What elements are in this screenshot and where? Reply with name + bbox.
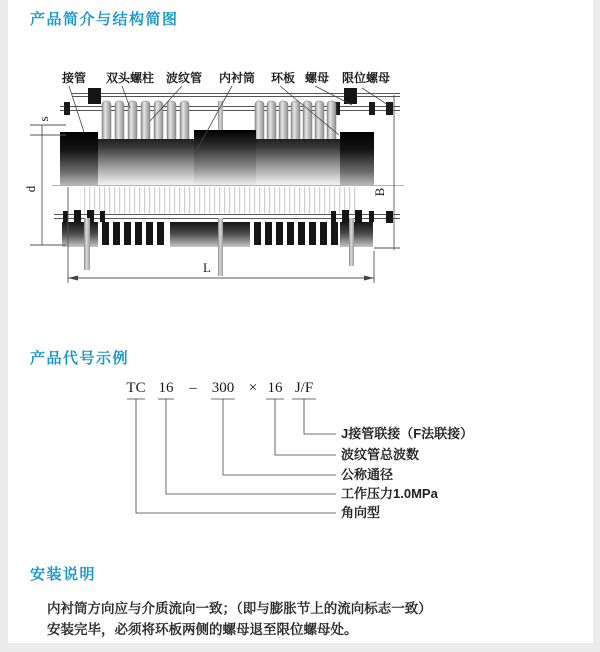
stud-lower-center: [218, 218, 223, 276]
product-code-diagram: [112, 370, 572, 530]
code-times-sign: ×: [248, 380, 258, 396]
code-part-pressure: 16: [158, 380, 174, 396]
pipe-end-left: [60, 132, 98, 185]
annotation-wave-count: 波纹管总波数: [341, 447, 420, 462]
code-part-waves: 16: [267, 380, 283, 396]
code-part-connection: J/F: [294, 380, 314, 396]
label-double-end-stud: 双头螺柱: [105, 71, 155, 85]
stud-lower-right: [349, 218, 354, 266]
nut-back-left: [88, 88, 101, 104]
section-title-intro: 产品简介与结构简图: [30, 11, 179, 28]
lower-half: [62, 222, 373, 247]
annotation-angular-type: 角向型: [341, 505, 381, 520]
label-connecting-pipe: 接管: [61, 71, 87, 85]
reflection-lines: [80, 187, 356, 213]
dimension-d: [23, 125, 66, 245]
section-title-code: 产品代号示例: [30, 350, 130, 367]
bellows-fins-left: [102, 101, 189, 143]
limit-nut-icon: [386, 211, 393, 223]
nut-icon: [369, 102, 375, 115]
annotation-connection-type: J接管联接（F法联接）: [341, 426, 474, 441]
installation-notes: [47, 598, 547, 640]
installation-line-2: 安装完毕，必须将环板两侧的螺母退至限位螺母处。: [47, 622, 358, 637]
pipe-end-right: [340, 132, 374, 185]
annotation-working-pressure: 工作压力1.0MPa: [341, 486, 438, 501]
dim-B-label: B: [372, 187, 387, 197]
dim-L-label: L: [203, 260, 211, 275]
label-inner-liner: 内衬筒: [218, 71, 256, 85]
nut-icon: [64, 102, 70, 115]
dim-d-label: d: [23, 185, 38, 193]
stud-lower-left: [84, 218, 90, 270]
code-connectors: [136, 399, 336, 513]
dim-s-label: s: [36, 116, 51, 122]
expansion-joint-diagram: [22, 65, 450, 315]
code-part-type: TC: [126, 380, 146, 396]
installation-line-1: 内衬筒方向应与介质流向一致；（即与膨胀节上的流向标志一致）: [47, 601, 432, 616]
label-ring-plate: 环板: [270, 71, 296, 85]
dimension-B: [372, 95, 400, 250]
code-dash: –: [189, 380, 197, 396]
label-nut: 螺母: [304, 71, 330, 85]
label-limit-nut: 限位螺母: [341, 71, 391, 85]
label-bellows: 波纹管: [165, 71, 203, 85]
section-title-install: 安装说明: [30, 566, 97, 583]
code-part-diameter: 300: [211, 380, 235, 396]
annotation-nominal-diameter: 公称通径: [341, 467, 394, 482]
